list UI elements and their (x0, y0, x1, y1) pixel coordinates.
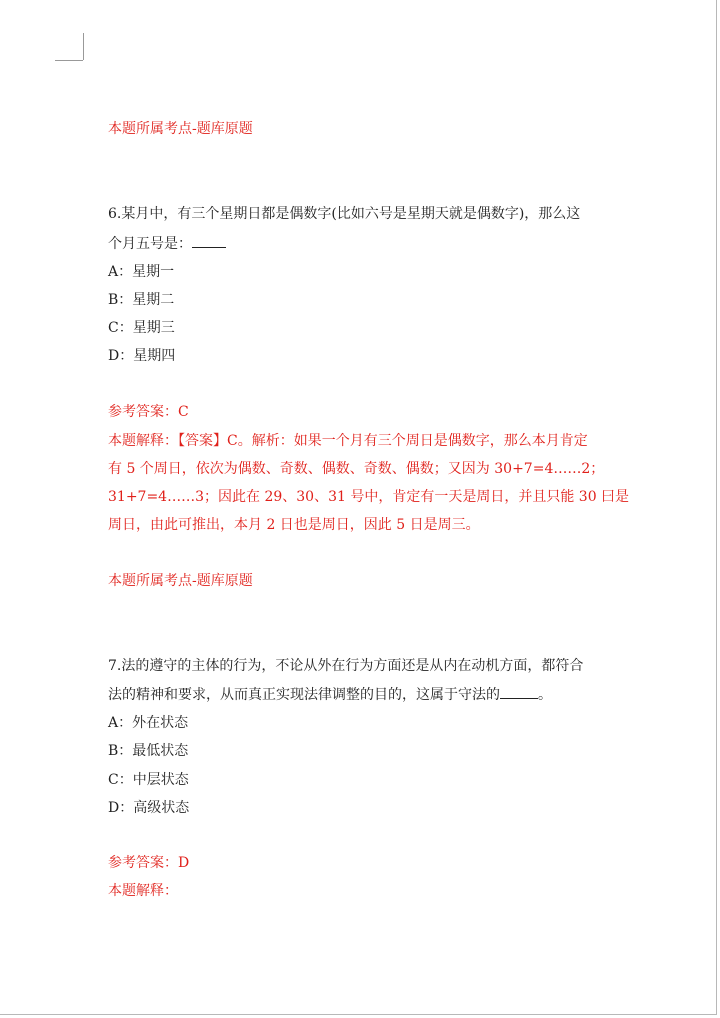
q6-option-a: A：星期一 (108, 264, 175, 280)
q7-answer: 参考答案：D (108, 855, 190, 871)
q6-explanation-line1: 本题解释：【答案】C。解析：如果一个月有三个周日是偶数字，那么本月肯定 (108, 433, 588, 449)
crop-mark-vertical (83, 33, 84, 60)
q6-answer: 参考答案：C (108, 404, 189, 420)
q7-stem-line1: 7.法的遵守的主体的行为，不论从外在行为方面还是从内在动机方面，都符合 (108, 658, 584, 674)
q6-stem-line1: 6.某月中，有三个星期日都是偶数字(比如六号是星期天就是偶数字)，那么这 (108, 206, 581, 222)
q7-option-b: B：最低状态 (108, 743, 189, 759)
q6-option-c: C：星期三 (108, 320, 175, 336)
q6-explanation-line2: 有 5 个周日，依次为偶数、奇数、偶数、奇数、偶数；又因为 30+7=4……2； (108, 461, 605, 477)
q7-option-c: C：中层状态 (108, 772, 189, 788)
q6-option-b: B：星期二 (108, 292, 175, 308)
crop-mark-horizontal (55, 60, 83, 61)
q7-stem-line2-end: 。 (538, 687, 552, 703)
q6-explanation-line3: 31+7=4……3；因此在 29、30、31 号中，肯定有一天是周日，并且只能 30 曰是 (108, 489, 630, 505)
q7-option-d: D：高级状态 (108, 800, 190, 816)
q5-source: 本题所属考点-题库原题 (108, 121, 253, 137)
q7-explanation-label: 本题解释： (108, 883, 178, 899)
q7-stem-line2 (108, 684, 552, 705)
q6-answer-blank (192, 233, 226, 248)
q7-option-a: A：外在状态 (108, 715, 189, 731)
q6-explanation-line4: 周日，由此可推出，本月 2 日也是周日，因此 5 日是周三。 (108, 517, 480, 533)
q6-option-d: D：星期四 (108, 348, 176, 364)
q7-stem-line2-text: 法的精神和要求，从而真正实现法律调整的目的，这属于守法的 (108, 687, 500, 703)
q6-source: 本题所属考点-题库原题 (108, 573, 253, 589)
q7-answer-blank (500, 684, 538, 699)
q6-stem-line2-text: 个月五号是： (108, 236, 192, 252)
q6-stem-line2 (108, 233, 226, 254)
